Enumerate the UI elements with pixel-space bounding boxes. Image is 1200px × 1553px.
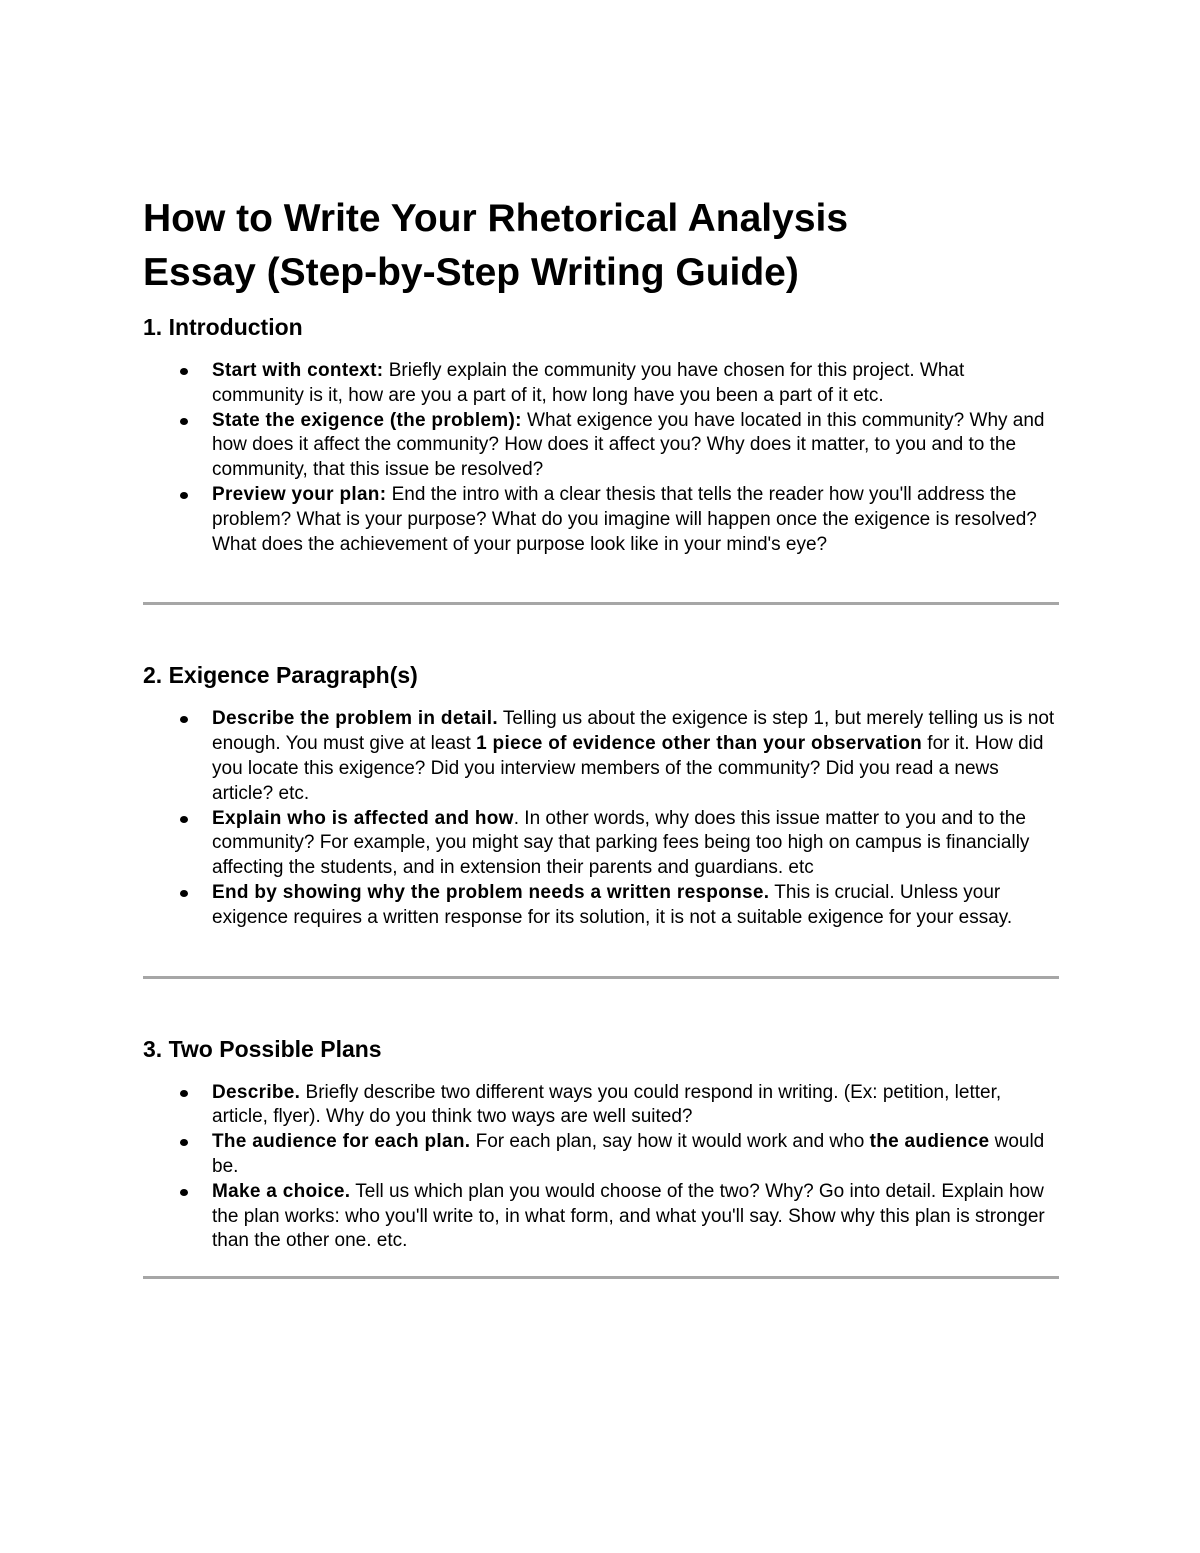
bullet-icon (180, 418, 188, 425)
item-text-continued: for it. How did you locate this exigence? Did you interview members of the community? Did you read a news article? etc. (212, 733, 1044, 804)
section-divider (143, 602, 1059, 605)
item-text: Briefly describe two different ways you could respond in writing. (Ex: petition, letter, article, flyer). Why do you think two ways are well suited? (212, 1081, 1002, 1128)
bullet-icon (180, 716, 188, 723)
item-bold-label: Make a choice. (212, 1180, 351, 1202)
list-item (143, 359, 1059, 409)
bullet-icon (180, 492, 188, 499)
list-item (143, 409, 1059, 483)
item-bold-emphasis: 1 piece of evidence other than your observation (476, 733, 923, 755)
list-item (143, 1180, 1059, 1254)
item-bold-label: End by showing why the problem needs a written response. (212, 881, 770, 903)
bullet-icon (180, 816, 188, 823)
item-text: Telling us about the exigence is step 1, but merely telling us is not enough. You must give at least (212, 708, 1055, 755)
item-bold-label: Start with context: (212, 360, 384, 381)
section-divider (143, 976, 1059, 979)
bullet-icon (180, 1139, 188, 1146)
bullet-icon (180, 890, 188, 897)
section-heading-exigence: 2. Exigence Paragraph(s) (143, 662, 418, 689)
item-text: What exigence you have located in this community? Why and how does it affect the community? How does it affect you? Why does it matter, to you and to the community, that this issue be resolved? (212, 409, 1045, 481)
item-text: For each plan, say how it would work and who (470, 1131, 870, 1153)
item-bold-label: Preview your plan: (212, 483, 387, 505)
two-plans-list (143, 1081, 1059, 1255)
bullet-icon (180, 1189, 188, 1196)
document-page (143, 192, 1059, 1279)
item-bold-label: The audience for each plan. (212, 1131, 471, 1153)
introduction-list (143, 359, 1059, 557)
item-text: Tell us which plan you would choose of the two? Why? Go into detail. Explain how the plan works: who you'll write to, in what form, and what you'll say. Show why this plan is stronger than the other one. etc. (212, 1180, 1045, 1252)
list-item (143, 807, 1059, 881)
section-heading-two-plans: 3. Two Possible Plans (143, 1035, 382, 1062)
title-line-1: How to Write Your Rhetorical Analysis (143, 197, 849, 240)
item-text: . In other words, why does this issue matter to you and to the community? For example, you might say that parking fees being too high on campus is financially affecting the students, and in extension their parents and guardians. etc (212, 807, 1030, 879)
item-bold-label: Explain who is affected and how (212, 807, 514, 829)
title-line-2: Essay (Step-by-Step Writing Guide) (143, 251, 799, 294)
item-text-continued: would be. (212, 1131, 1045, 1177)
list-item (143, 1081, 1059, 1131)
bullet-icon (180, 368, 188, 375)
section-heading-introduction: 1. Introduction (143, 314, 303, 340)
list-item (143, 881, 1059, 931)
item-bold-label: Describe. (212, 1081, 301, 1103)
item-bold-emphasis: the audience (869, 1131, 990, 1153)
bullet-icon (180, 1090, 188, 1097)
item-text: Briefly explain the community you have chosen for this project. What community is it, how are you a part of it, how long have you been a part of it etc. (212, 360, 965, 406)
item-text: This is crucial. Unless your exigence requires a written response for its solution, it is not a suitable exigence for your essay. (212, 881, 1013, 928)
exigence-list (143, 707, 1059, 930)
page-title (143, 192, 1059, 300)
section-divider (143, 1276, 1059, 1279)
list-item (143, 483, 1059, 557)
item-bold-label: State the exigence (the problem): (212, 409, 522, 431)
item-text: End the intro with a clear thesis that tells the reader how you'll address the problem? What is your purpose? What do you imagine will happen once the exigence is resolved? What does the achievement of your purpose look like in your mind's eye? (212, 483, 1037, 555)
list-item (143, 1130, 1059, 1180)
item-bold-label: Describe the problem in detail. (212, 708, 498, 730)
list-item (143, 707, 1059, 806)
